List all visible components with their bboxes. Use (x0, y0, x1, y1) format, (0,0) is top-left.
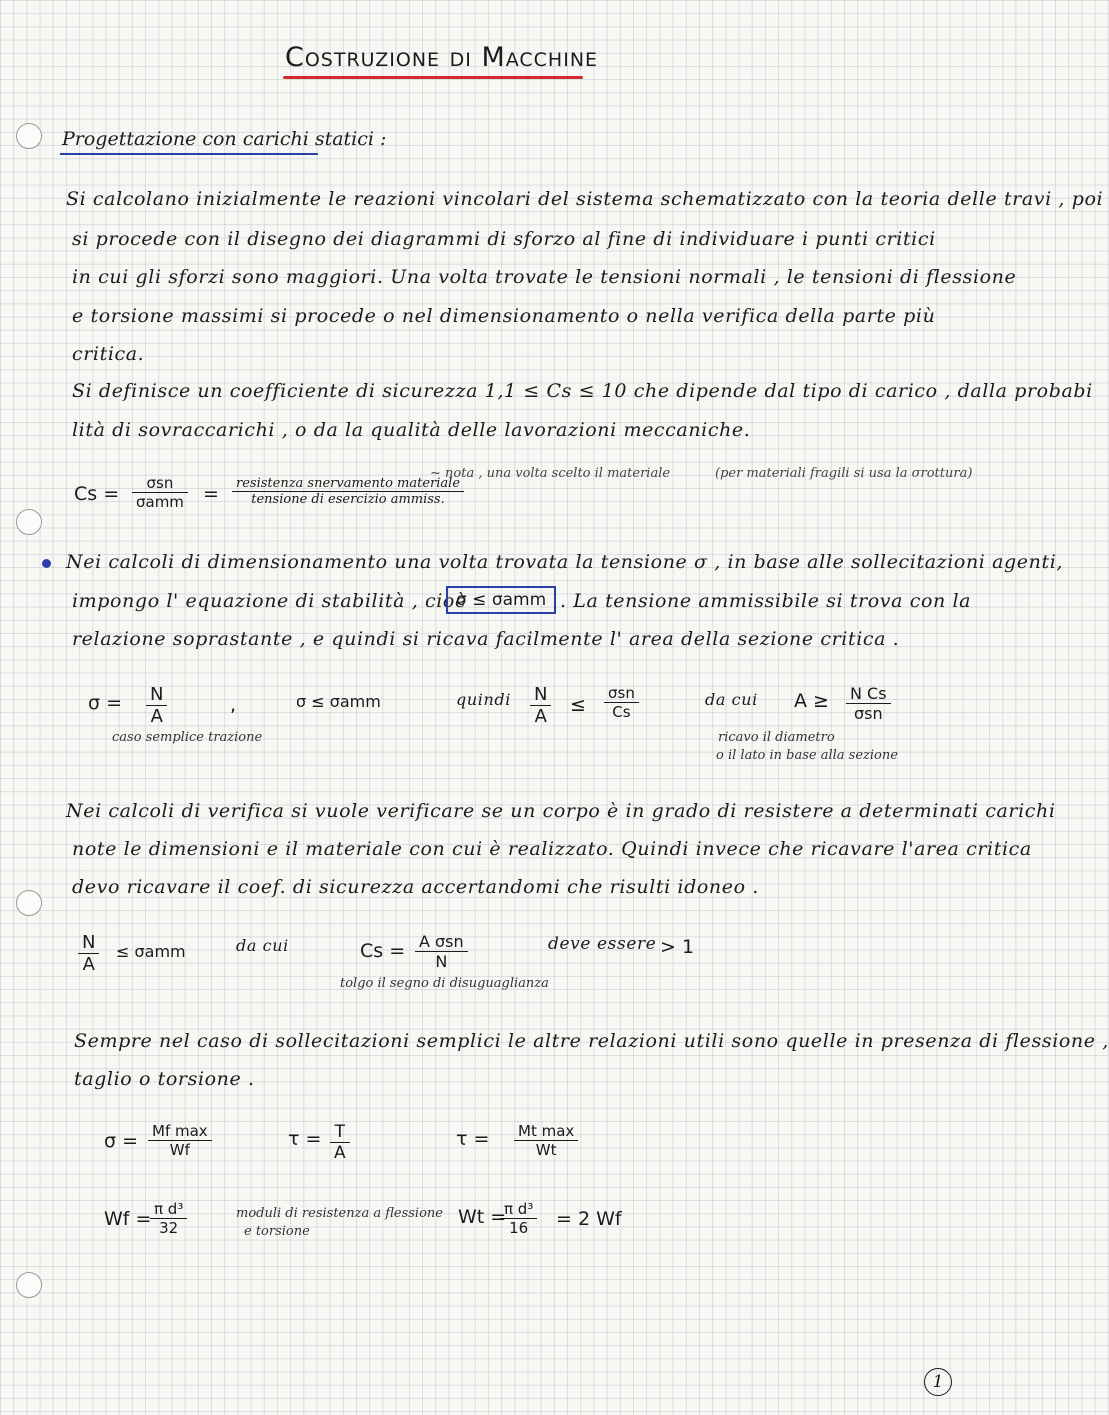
sigma-eq-2: σ = (104, 1130, 139, 1152)
mt-over-wt-num: Mt max (514, 1122, 578, 1141)
cs-lhs: Cs = (74, 483, 120, 505)
greater-than-one: > 1 (660, 936, 695, 958)
paragraph3-line3: relazione soprastante , e quindi si ricava facilmente l' area della sezione critica . (72, 628, 900, 650)
wt-fraction (500, 1200, 537, 1237)
paragraph3-line1: Nei calcoli di dimensionamento una volta trovata la tensione σ , in base alle sollecitazioni agenti, (66, 551, 1064, 573)
n-over-a-num-2: N (530, 684, 551, 706)
ncs-over-ssn-den: σsn (853, 704, 883, 723)
moduli-note-1: moduli di resistenza a flessione (236, 1206, 443, 1221)
verifica-den: N (435, 952, 448, 971)
cs-fraction (132, 474, 188, 511)
deve-essere-label: deve essere (548, 934, 657, 954)
mt-over-wt-fraction (514, 1122, 578, 1159)
note-diametro-2: o il lato in base alla sezione (716, 748, 898, 763)
binder-hole-4 (16, 1272, 42, 1298)
ncs-over-ssn-fraction (846, 684, 891, 723)
wf-eq: Wf = (104, 1208, 152, 1230)
boxed-stability-relation: σ ≤ σamm (446, 586, 556, 614)
tau-eq-1: τ = (288, 1128, 322, 1150)
cs-equals: = (203, 483, 219, 505)
paragraph4-line2: note le dimensioni e il materiale con cui è realizzato. Quindi invece che ricavare l'area critica (72, 838, 1032, 860)
paragraph4-line3: devo ricavare il coef. di sicurezza accertandomi che risulti idoneo . (72, 876, 759, 898)
a-ge: A ≥ (794, 690, 829, 712)
binder-hole-3 (16, 890, 42, 916)
t-over-a-num: T (330, 1122, 350, 1143)
sigma-eq: σ = (88, 692, 123, 714)
ncs-over-ssn-num: N Cs (846, 684, 891, 704)
n-over-a-den: A (150, 706, 163, 727)
paragraph4-line1: Nei calcoli di verifica si vuole verificare se un corpo è in grado di resistere a determinati carichi (66, 800, 1056, 822)
paragraph1-line2: si procede con il disegno dei diagrammi di sforzo al fine di individuare i punti critici (72, 228, 936, 250)
quindi-label: quindi (456, 690, 511, 709)
da-cui-label: da cui (705, 690, 758, 709)
n-over-a-den-2: A (534, 706, 547, 727)
sigma-inequality: σ ≤ σamm (296, 692, 381, 711)
mf-over-wf-fraction (148, 1122, 212, 1159)
verifica-num: A σsn (415, 932, 468, 952)
paragraph2-line2: lità di sovraccarichi , o da la qualità delle lavorazioni meccaniche. (72, 419, 751, 441)
le-sign: ≤ (570, 694, 586, 716)
le-sigma-amm: ≤ σamm (116, 942, 186, 961)
binder-hole-1 (16, 123, 42, 149)
mf-over-wf-num: Mf max (148, 1122, 212, 1141)
t-over-a-den: A (334, 1143, 346, 1163)
cs-eq-2: Cs = (360, 940, 406, 962)
paragraph5-line1: Sempre nel caso di sollecitazioni semplici le altre relazioni utili sono quelle in presenza di flessione , (74, 1030, 1109, 1052)
wt-fraction-den: 16 (509, 1219, 529, 1237)
page-number: 1 (924, 1368, 952, 1396)
n-over-a-den-3: A (82, 954, 95, 975)
note-disuguaglianza: tolgo il segno di disuguaglianza (340, 976, 549, 991)
mt-over-wt-den: Wt (535, 1141, 557, 1159)
cs-text-den: tensione di esercizio ammiss. (251, 492, 445, 507)
wf-fraction (150, 1200, 187, 1237)
ssn-over-cs-num: σsn (604, 684, 639, 703)
cs-text-num: resistenza snervamento materiale (232, 476, 464, 492)
comma-separator: , (230, 694, 237, 716)
paragraph1-line4: e torsione massimi si procede o nel dimensionamento o nella verifica della parte più (72, 305, 936, 327)
n-over-a-num: N (146, 684, 167, 706)
wt-fraction-num: π d³ (500, 1200, 537, 1219)
paragraph1-line1: Si calcolano inizialmente le reazioni vincolari del sistema schematizzato con la teoria delle travi , poi (66, 188, 1104, 210)
page-title: Costruzione di Macchine (285, 42, 599, 73)
section-underline (60, 153, 318, 155)
wf-fraction-num: π d³ (150, 1200, 187, 1219)
bullet-dot (42, 559, 51, 568)
n-over-a-fraction (146, 684, 167, 727)
title-underline (283, 76, 583, 79)
mf-over-wf-den: Wf (169, 1141, 190, 1159)
t-over-a-fraction (330, 1122, 350, 1163)
n-over-a-fraction-2 (530, 684, 551, 727)
wt-eq: Wt = (458, 1206, 507, 1228)
section-heading: Progettazione con carichi statici : (62, 128, 387, 150)
verifica-fraction (415, 932, 468, 971)
paragraph1-line5: critica. (72, 343, 145, 365)
note-trazione: caso semplice trazione (112, 730, 263, 745)
paragraph3-line2b: . La tensione ammissibile si trova con la (560, 590, 972, 612)
cs-arrow-note: ~ nota , una volta scelto il materiale (430, 466, 671, 481)
paragraph2-line1: Si definisce un coefficiente di sicurezza 1,1 ≤ Cs ≤ 10 che dipende dal tipo di carico , dalla probabi (72, 380, 1093, 402)
n-over-a-num-3: N (78, 932, 99, 954)
moduli-note-2: e torsione (244, 1224, 310, 1239)
wf-fraction-den: 32 (159, 1219, 179, 1237)
cs-fraction-num: σsn (132, 474, 188, 493)
note-diametro-1: ricavo il diametro (718, 730, 835, 745)
cs-paren-note: (per materiali fragili si usa la σrottura) (715, 466, 973, 481)
tau-eq-2: τ = (456, 1128, 490, 1150)
binder-hole-2 (16, 509, 42, 535)
ssn-over-cs-den: Cs (612, 703, 631, 721)
da-cui-label-2: da cui (236, 936, 289, 955)
wt-relation: = 2 Wf (556, 1208, 622, 1230)
n-over-a-fraction-3 (78, 932, 99, 975)
ssn-over-cs-fraction (604, 684, 639, 721)
paragraph5-line2: taglio o torsione . (74, 1068, 255, 1090)
paragraph1-line3: in cui gli sforzi sono maggiori. Una volta trovate le tensioni normali , le tensioni di flessione (72, 266, 1017, 288)
cs-fraction-den: σamm (136, 493, 184, 511)
paragraph3-line2a: impongo l' equazione di stabilità , cioè (72, 590, 467, 612)
